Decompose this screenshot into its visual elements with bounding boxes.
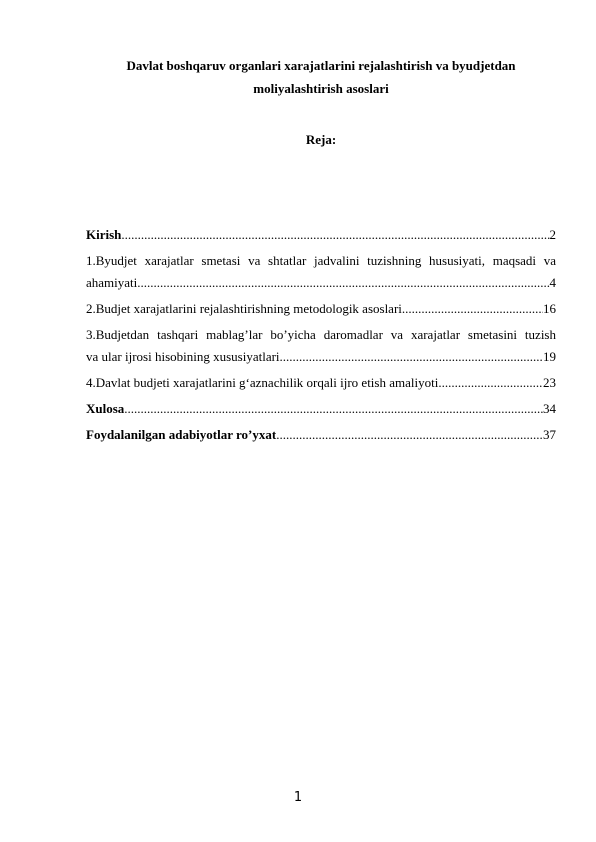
toc-entry-label: Xulosa — [86, 401, 125, 416]
toc-entry-xulosa — [86, 398, 556, 420]
toc-leader-dots — [402, 298, 543, 320]
toc-entry-label: 2.Budjet xarajatlarini rejalashtirishning metodologik asoslari — [86, 301, 402, 316]
toc-leader-dots — [137, 272, 549, 294]
document-title-line-1: Davlat boshqaruv organlari xarajatlarini rejalashtirish va byudjetdan — [126, 58, 516, 73]
toc-entry-label: 3.Budjetdan tashqari mablag’lar bo’yicha daromadlar va xarajatlar smetasini tuzish — [86, 327, 556, 342]
toc-entry-label-continued: ahamiyati — [86, 275, 138, 290]
toc-page-number: 23 — [543, 375, 556, 390]
toc-leader-dots — [280, 346, 543, 368]
toc-entry-label: 4.Davlat budjeti xarajatlarini g‘aznachilik orqali ijro etish amaliyoti — [86, 375, 439, 390]
toc-entry-label: 1.Byudjet xarajatlar smetasi va shtatlar jadvalini tuzishning hususiyati, maqsadi va — [86, 253, 556, 268]
plan-heading: Reja: — [305, 132, 337, 147]
toc-entry-kirish — [86, 224, 556, 246]
toc-leader-dots — [438, 372, 543, 394]
toc-page-number: 34 — [543, 401, 556, 416]
toc-page-number: 2 — [549, 227, 556, 242]
page-number: 1 — [293, 790, 303, 805]
toc-entry-4 — [86, 372, 556, 394]
toc-page-number: 4 — [549, 275, 556, 290]
toc-page-number: 37 — [543, 427, 556, 442]
toc-entry-label: Kirish — [86, 227, 122, 242]
toc-entry-3 — [86, 324, 556, 368]
toc-entry-label: Foydalanilgan adabiyotlar ro’yxat — [86, 427, 277, 442]
table-of-contents — [86, 224, 556, 450]
toc-leader-dots — [124, 398, 543, 420]
toc-leader-dots — [121, 224, 549, 246]
toc-page-number: 19 — [543, 349, 556, 364]
toc-page-number: 16 — [543, 301, 556, 316]
toc-entry-2 — [86, 298, 556, 320]
toc-entry-adabiyotlar — [86, 424, 556, 446]
toc-leader-dots — [276, 424, 543, 446]
toc-entry-1 — [86, 250, 556, 294]
document-title-line-2: moliyalashtirish asoslari — [253, 81, 389, 96]
toc-entry-label-continued: va ular ijrosi hisobining xususiyatlari — [86, 349, 280, 364]
